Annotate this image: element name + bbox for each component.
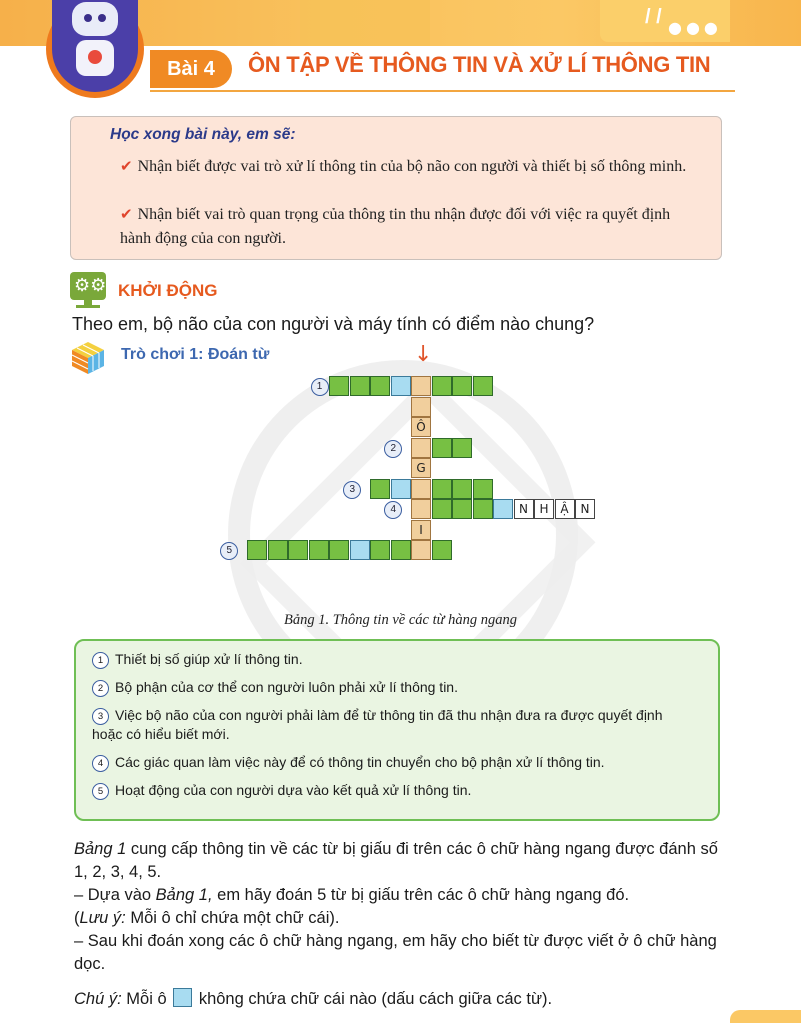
instruction-paragraph: – Sau khi đoán xong các ô chữ hàng ngang, em hãy cho biết từ được viết ở ô chữ hàng dọc. [74, 932, 717, 973]
rubiks-cube-icon [70, 340, 106, 376]
crossword-cell [391, 540, 411, 560]
blank-cell-icon [173, 988, 192, 1007]
crossword-cell [391, 376, 411, 396]
row-number: 1 [311, 378, 329, 396]
crossword-cell [411, 499, 431, 519]
page-title: ÔN TẬP VỀ THÔNG TIN VÀ XỬ LÍ THÔNG TIN [248, 52, 711, 77]
crossword-cell [411, 376, 431, 396]
lesson-label: Bài 4 [150, 50, 232, 88]
row-number: 5 [220, 542, 238, 560]
crossword-cell [473, 376, 493, 396]
crossword-cell [350, 540, 370, 560]
section-title: KHỞI ĐỘNG [118, 281, 218, 300]
gear-icon: ⚙⚙ [74, 275, 107, 296]
monitor-base [76, 305, 100, 308]
header-decoration [300, 0, 430, 46]
crossword-cell [432, 376, 452, 396]
crossword-cell [452, 376, 472, 396]
clue-number: 4 [92, 755, 109, 772]
objectives-heading: Học xong bài này, em sẽ: [110, 126, 296, 143]
decorative-slash-icon: / / [645, 6, 662, 28]
crossword-cell: Ậ [555, 499, 575, 519]
question-text: Theo em, bộ não của con người và máy tính có điểm nào chung? [72, 314, 595, 334]
crossword-cell [432, 438, 452, 458]
clue-item: 3 Việc bộ não của con người phải làm để từ thông tin đã thu nhận đưa ra được quyết định hoặc có hiểu biết mới. [92, 707, 663, 742]
crossword-cell: Ô [411, 417, 431, 437]
crossword-cell [432, 479, 452, 499]
crossword-cell [432, 499, 452, 519]
instruction-paragraph: (Lưu ý: Mỗi ô chỉ chứa một chữ cái). [74, 909, 340, 927]
checkmark-icon: ✔ [120, 157, 133, 175]
clue-number: 2 [92, 680, 109, 697]
clue-number: 1 [92, 652, 109, 669]
note-paragraph: Chú ý: Mỗi ô không chứa chữ cái nào (dấu cách giữa các từ). [74, 990, 553, 1008]
crossword-cell [370, 540, 390, 560]
crossword-cell: G [411, 458, 431, 478]
crossword-cell: N [514, 499, 534, 519]
power-icon [88, 50, 102, 64]
objective-item: ✔ Nhận biết vai trò quan trọng của thông tin thu nhận được đối với việc ra quyết định hành động của con người. [120, 205, 671, 247]
crossword-cell [370, 376, 390, 396]
decorative-dots-icon: ●●● [668, 18, 722, 37]
title-underline [150, 90, 735, 92]
crossword-cell [473, 479, 493, 499]
page-corner-decoration [730, 1010, 801, 1023]
row-number: 3 [343, 481, 361, 499]
crossword-cell [452, 499, 472, 519]
table-caption: Bảng 1. Thông tin về các từ hàng ngang [283, 612, 518, 628]
crossword-cell [329, 376, 349, 396]
crossword-cell [268, 540, 288, 560]
crossword-cell [247, 540, 267, 560]
crossword-cell [288, 540, 308, 560]
crossword-cell [452, 479, 472, 499]
checkmark-icon: ✔ [120, 205, 133, 223]
robot-eye-icon [84, 14, 92, 22]
clue-number: 5 [92, 783, 109, 800]
robot-eye-icon [98, 14, 106, 22]
instruction-paragraph: – Dựa vào Bảng 1, em hãy đoán 5 từ bị giấu trên các ô chữ hàng ngang đó. [74, 886, 630, 904]
crossword-cell [493, 499, 513, 519]
crossword-cell [329, 540, 349, 560]
clue-item: 1 Thiết bị số giúp xử lí thông tin. [92, 650, 692, 669]
row-number: 4 [384, 501, 402, 519]
crossword-cell [391, 479, 411, 499]
game-title: Trò chơi 1: Đoán từ [121, 346, 270, 363]
crossword-cell [411, 479, 431, 499]
crossword-cell [411, 397, 431, 417]
down-arrow-icon: ↓ [414, 342, 433, 367]
instruction-paragraph: Bảng 1 cung cấp thông tin về các từ bị giấu đi trên các ô chữ hàng ngang được đánh số 1, 2, 3, 4, 5. [74, 840, 718, 881]
crossword-cell [350, 376, 370, 396]
crossword-cell: H [534, 499, 554, 519]
clue-number: 3 [92, 708, 109, 725]
row-number: 2 [384, 440, 402, 458]
clue-item: 4 Các giác quan làm việc này để có thông tin chuyển cho bộ phận xử lí thông tin. [92, 753, 692, 772]
crossword-cell [452, 438, 472, 458]
robot-head-icon [72, 2, 118, 36]
crossword-cell [432, 540, 452, 560]
crossword-cell: I [411, 520, 431, 540]
crossword-cell: N [575, 499, 595, 519]
clue-item: 5 Hoạt động của con người dựa vào kết quả xử lí thông tin. [92, 781, 692, 800]
crossword-cell [411, 438, 431, 458]
crossword-cell [309, 540, 329, 560]
crossword-cell [411, 540, 431, 560]
clue-item: 2 Bộ phận của cơ thể con người luôn phải xử lí thông tin. [92, 678, 692, 697]
crossword-cell [473, 499, 493, 519]
objective-item: ✔ Nhận biết được vai trò xử lí thông tin của bộ não con người và thiết bị số thông minh. [120, 157, 687, 175]
crossword-cell [370, 479, 390, 499]
